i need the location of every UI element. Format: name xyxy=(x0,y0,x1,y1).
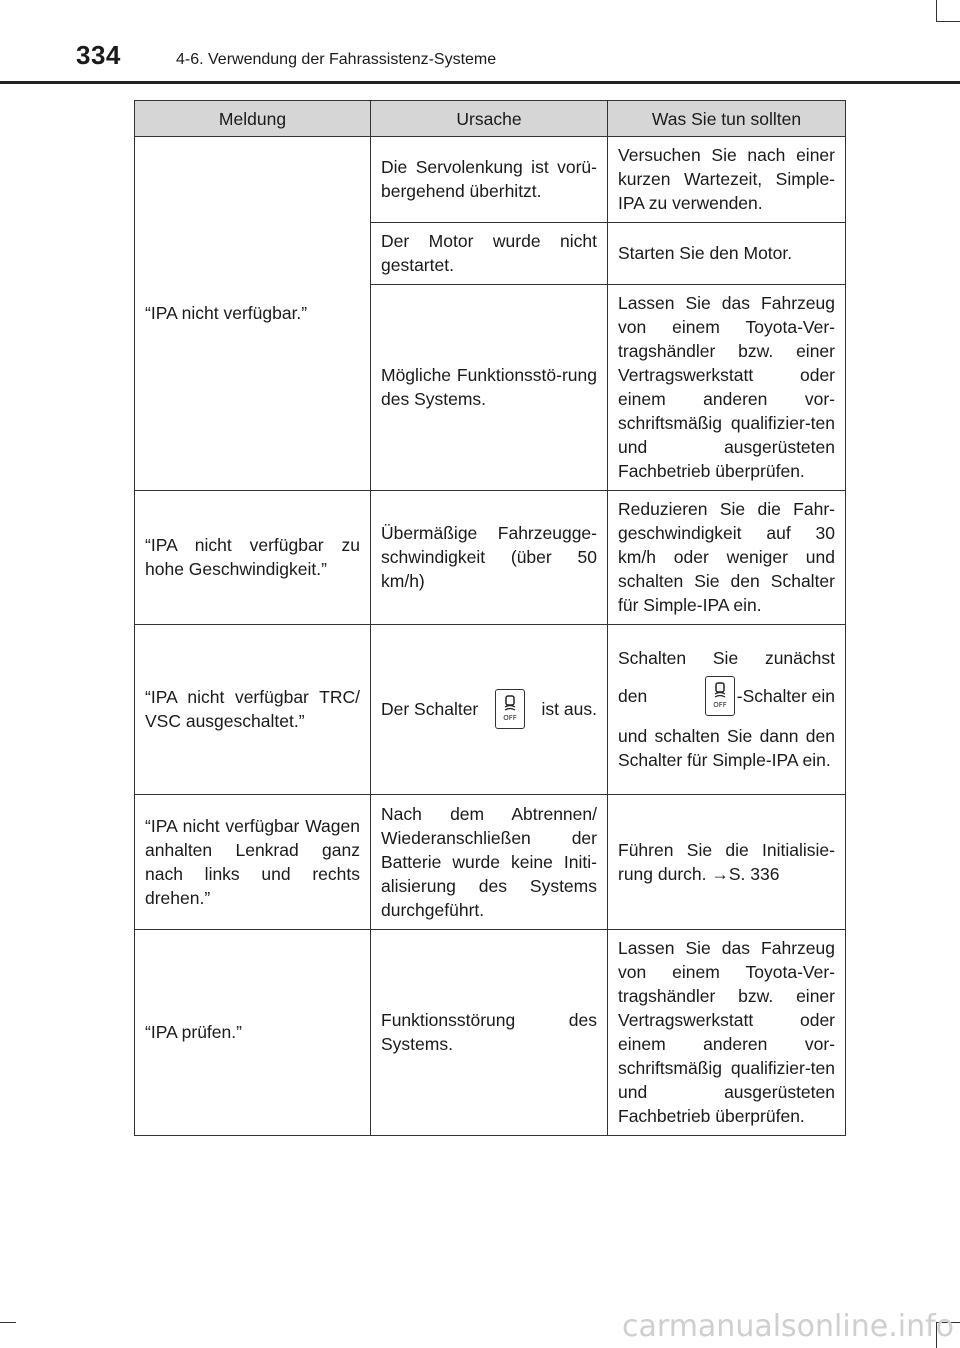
table-row xyxy=(135,625,846,795)
page-number: 334 xyxy=(76,40,121,70)
crop-mark-bottom-left xyxy=(0,1322,16,1323)
column-header-action: Was Sie tun sollten xyxy=(608,101,846,137)
action-line-1: Schalten Sie zunächst xyxy=(618,648,835,668)
action-cell: Versuchen Sie nach einer kurzen Wartezeit, Simple-IPA zu verwenden. xyxy=(608,137,846,223)
column-header-ursache: Ursache xyxy=(371,101,608,137)
cause-cell: Der Motor wurde nicht gestartet. xyxy=(371,223,608,285)
table-row xyxy=(135,491,846,625)
svg-text:OFF: OFF xyxy=(712,701,727,709)
cause-cell: Mögliche Funktionsstö-rung des Systems. xyxy=(371,285,608,491)
cause-icon-line xyxy=(381,689,597,729)
table-row xyxy=(135,930,846,1136)
vsc-off-icon-graphic xyxy=(710,682,730,710)
cause-cell: Funktionsstörung des Systems. xyxy=(371,930,608,1136)
cause-cell xyxy=(371,625,608,795)
vsc-off-icon-graphic xyxy=(500,695,520,723)
table-row xyxy=(135,795,846,930)
crop-mark-top-right-h xyxy=(936,21,960,22)
action-cell: Lassen Sie das Fahrzeug von einem Toyota-Ver-tragshändler bzw. einer Vertragswerkstatt oder einem anderen vor-schriftsmäßig qualifizier-ten und ausgerüsteten Fachbetrieb überprüfen. xyxy=(608,930,846,1136)
table-header-row xyxy=(135,101,846,137)
message-cell: “IPA nicht verfügbar Wagen anhalten Lenkrad ganz nach links und rechts drehen.” xyxy=(135,795,371,930)
action-text-after: -Schalter ein xyxy=(736,686,835,706)
cause-cell: Nach dem Abtrennen/ Wiederanschließen der Batterie wurde keine Initi-alisierung des Systems durchgeführt. xyxy=(371,795,608,930)
crop-mark-top-right-v xyxy=(936,0,937,22)
watermark: carmanualsonline.info xyxy=(622,1309,954,1344)
message-table xyxy=(134,100,846,1136)
action-text-before: den xyxy=(618,686,648,706)
action-rest: und schalten Sie dann den Schalter für Simple-IPA ein. xyxy=(618,726,835,770)
header-rule xyxy=(0,81,960,84)
action-cell: Reduzieren Sie die Fahr-geschwindigkeit auf 30 km/h oder weniger und schalten Sie den Schalter für Simple-IPA ein. xyxy=(608,491,846,625)
action-cell xyxy=(608,625,846,795)
vsc-off-icon xyxy=(705,676,735,716)
action-cell: Lassen Sie das Fahrzeug von einem Toyota-Ver-tragshändler bzw. einer Vertragswerkstatt oder einem anderen vor-schriftsmäßig qualifizier-ten und ausgerüsteten Fachbetrieb überprüfen. xyxy=(608,285,846,491)
cause-text-after: ist aus. xyxy=(541,699,597,719)
action-icon-group xyxy=(697,676,835,716)
vsc-off-icon xyxy=(495,689,525,729)
message-cell: “IPA prüfen.” xyxy=(135,930,371,1136)
section-title: 4-6. Verwendung der Fahrassistenz-Systeme xyxy=(176,51,497,68)
cause-text-before: Der Schalter xyxy=(381,699,479,719)
column-header-meldung: Meldung xyxy=(135,101,371,137)
cause-cell: Die Servolenkung ist vorü-bergehend überhitzt. xyxy=(371,137,608,223)
message-cell: “IPA nicht verfügbar.” xyxy=(135,137,371,491)
table-row xyxy=(135,137,846,223)
action-cell: Führen Sie die Initialisie-rung durch. →S. 336 xyxy=(608,795,846,930)
message-cell: “IPA nicht verfügbar zu hohe Geschwindigkeit.” xyxy=(135,491,371,625)
svg-text:OFF: OFF xyxy=(503,714,517,722)
cause-cell: Übermäßige Fahrzeugge-schwindigkeit (über 50 km/h) xyxy=(371,491,608,625)
action-cell: Starten Sie den Motor. xyxy=(608,223,846,285)
page-header xyxy=(0,0,960,84)
message-cell: “IPA nicht verfügbar TRC/ VSC ausgeschaltet.” xyxy=(135,625,371,795)
action-icon-line xyxy=(618,676,835,716)
